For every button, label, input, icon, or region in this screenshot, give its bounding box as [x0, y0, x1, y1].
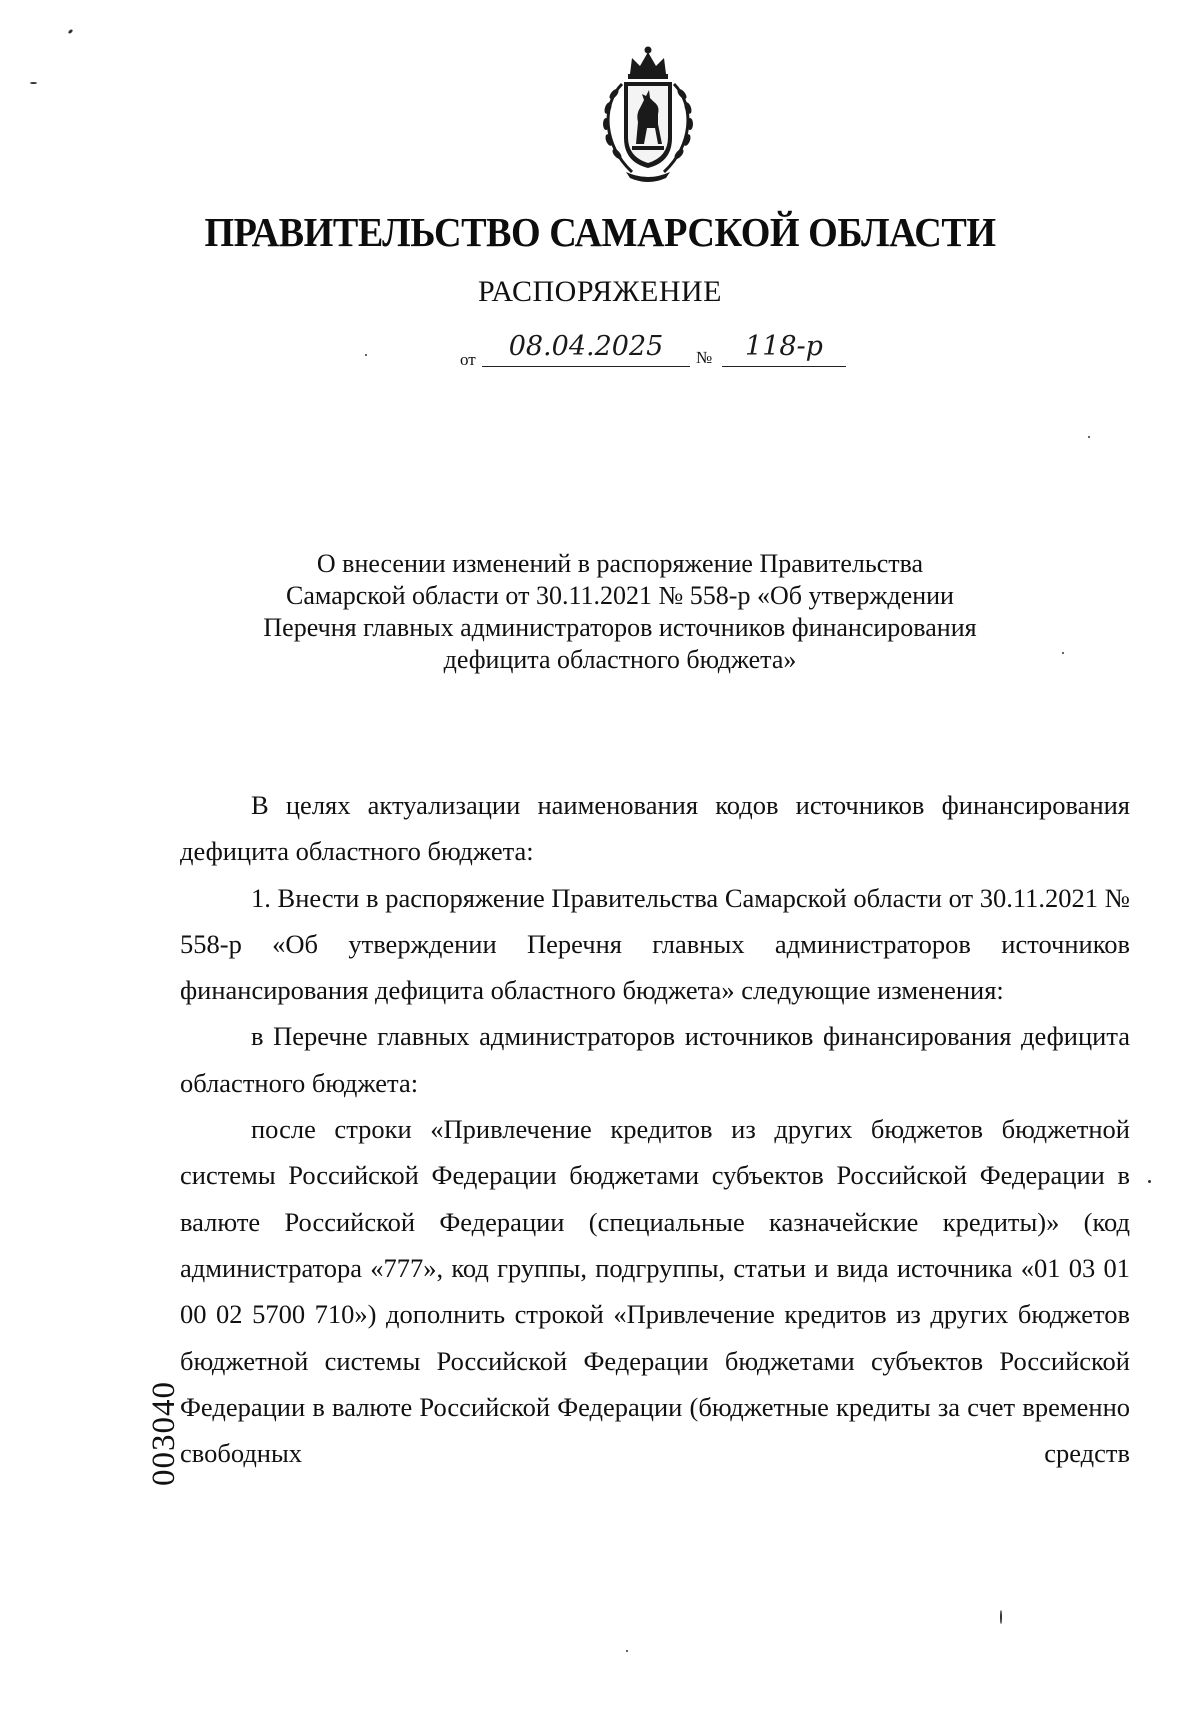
handwritten-date: 08.04.2025 — [482, 330, 690, 367]
body-paragraph: после строки «Привлечение кредитов из других бюджетов бюджетной системы Российской Федерации бюджетами субъектов Российской Федерации в валюте Российской Федерации (специальные казначейские кредиты)» (код администратора «777», код группы, подгруппы, статьи и вида источника «01 03 01 00 02 5700 710») дополнить строкой «Привлечение кредитов из других бюджетов бюджетной системы Российской Федерации бюджетами субъектов Российской Федерации в валюте Российской Федерации (бюджетные кредиты за счет временно свободных средств — [180, 1114, 1130, 1469]
scan-speck — [1062, 652, 1064, 654]
side-stamp-number: 003040 — [146, 1381, 182, 1486]
organization-title: ПРАВИТЕЛЬСТВО САМАРСКОЙ ОБЛАСТИ — [204, 209, 996, 255]
scan-speck — [1148, 1180, 1151, 1183]
scan-speck — [1088, 436, 1090, 438]
number-sign: № — [696, 348, 713, 367]
subject-line: О внесении изменений в распоряжение Правительства — [316, 549, 924, 578]
handwritten-number: 118-р — [722, 330, 846, 367]
scan-speck — [30, 82, 37, 84]
coat-of-arms-icon — [592, 44, 704, 184]
scan-speck — [365, 354, 367, 356]
document-type: РАСПОРЯЖЕНИЕ — [477, 275, 723, 308]
body-paragraph: 1. Внести в распоряжение Правительства Самарской области от 30.11.2021 № 558-р «Об утверждении Перечня главных администраторов источников финансирования дефицита областного бюджета» следующие изменения: — [180, 882, 1130, 1006]
scan-speck — [1000, 1610, 1002, 1624]
document-subject — [200, 548, 1040, 676]
subject-line: Самарской области от 30.11.2021 № 558-р «Об утверждении — [286, 581, 954, 610]
subject-line: Перечня главных администраторов источников финансирования — [263, 613, 977, 642]
date-number-line — [460, 330, 860, 374]
date-prefix: от — [460, 350, 476, 369]
scan-speck — [68, 29, 74, 35]
body-paragraph: В целях актуализации наименования кодов источников финансирования дефицита областного бюджета: — [180, 790, 1130, 867]
body-paragraph: в Перечне главных администраторов источников финансирования дефицита областного бюджета: — [180, 1021, 1130, 1098]
scan-speck — [626, 1650, 628, 1652]
subject-line: дефицита областного бюджета» — [443, 645, 797, 674]
document-body — [180, 782, 1130, 1476]
